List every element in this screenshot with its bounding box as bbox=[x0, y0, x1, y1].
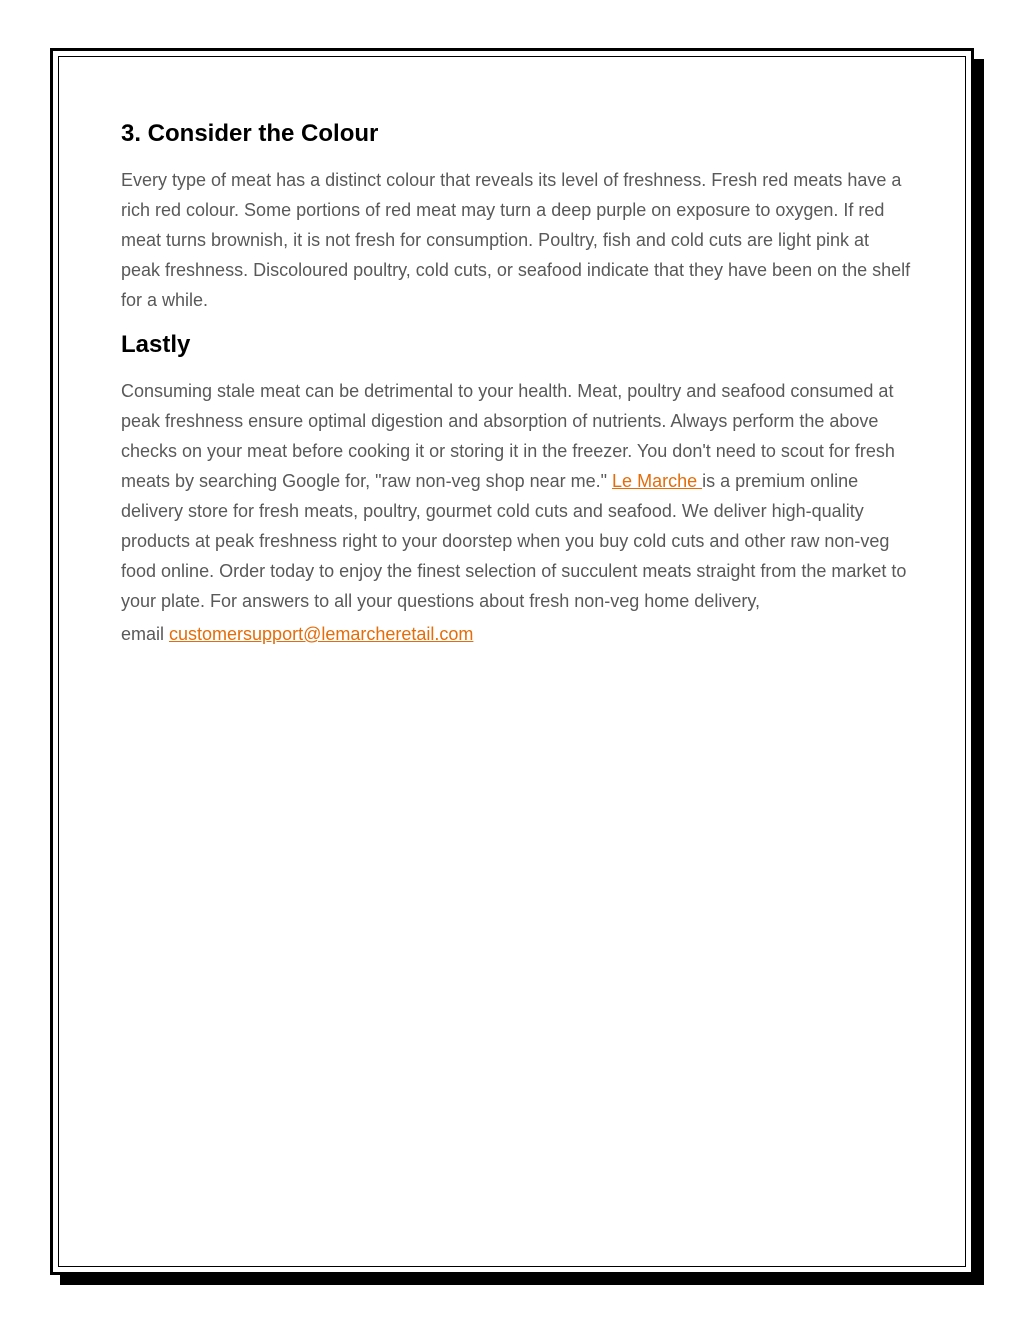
section-paragraph-colour: Every type of meat has a distinct colour that reveals its level of freshness. Fresh red meats have a rich red colour. Some portions of red meat may turn a deep purple on exposure to oxygen. If red meat turns brownish, it is not fresh for consumption. Poultry, fish and cold cuts are light pink at peak freshness. Discoloured poultry, cold cuts, or seafood indicate that they have been on the shelf for a while. bbox=[121, 170, 911, 310]
email-label: email bbox=[121, 624, 170, 644]
section-heading-lastly: Lastly bbox=[121, 331, 191, 358]
paragraph-text-after-link: is a premium online delivery store for fresh meats, poultry, gourmet cold cuts and seafood. We deliver high-quality products at peak freshness right to your doorstep when you buy cold cuts and other raw non-veg food online. Order today to enjoy the finest selection of succulent meats straight from the market to your plate. For answers to all your questions about fresh non-veg home delivery, bbox=[121, 471, 907, 611]
paragraph-text-before-link: Consuming stale meat can be detrimental to your health. Meat, poultry and seafood consumed at peak freshness ensure optimal digestion and absorption of nutrients. Always perform the above checks on your meat before cooking it or storing it in the freezer. You don't need to scout for fresh meats by searching Google for, "raw non-veg shop near me." bbox=[121, 381, 895, 491]
section-paragraph-lastly bbox=[121, 376, 911, 649]
support-email-link[interactable]: customersupport@lemarcheretail.com bbox=[169, 624, 474, 644]
le-marche-link[interactable]: Le Marche bbox=[612, 471, 703, 491]
section-heading-colour: 3. Consider the Colour bbox=[121, 120, 379, 147]
email-line bbox=[121, 619, 911, 649]
document-content bbox=[121, 117, 911, 649]
